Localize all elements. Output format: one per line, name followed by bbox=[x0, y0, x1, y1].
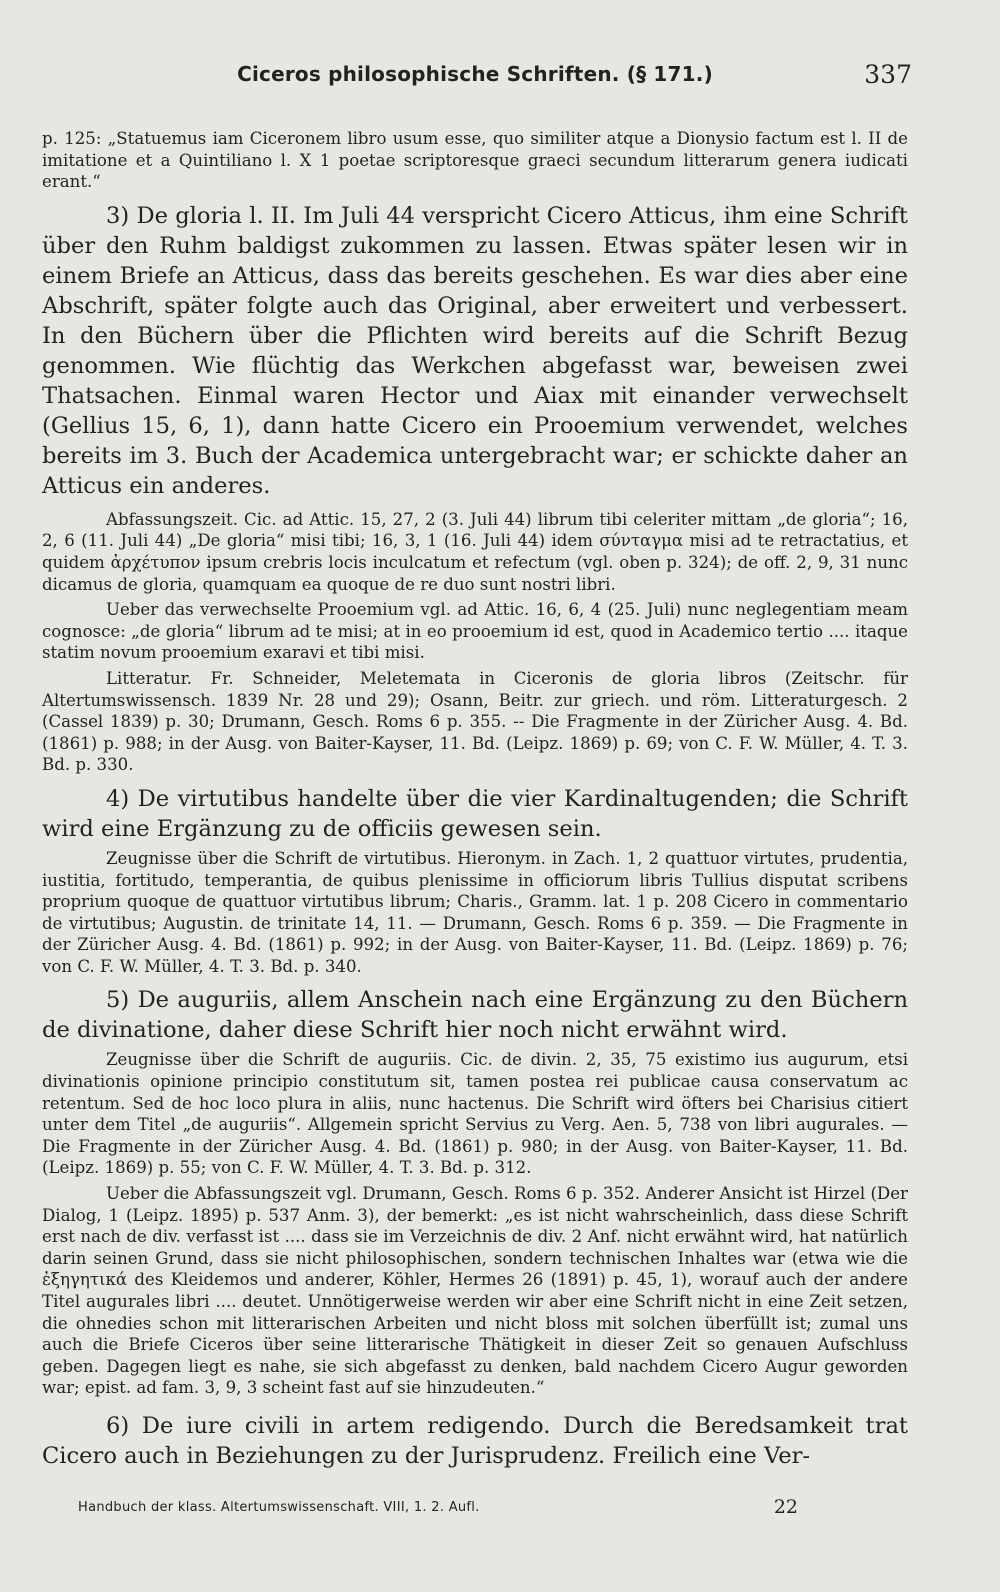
note-abfassungszeit-auguriis: Ueber die Abfassungszeit vgl. Drumann, Gesch. Roms 6 p. 352. Anderer Ansicht ist Hirzel (Der Dialog, 1 (Leipz. 1895) p. 537 Anm. 3), der bemerkt: „es ist nicht wahrscheinlich, dass diese Schrift erst nach de div. verfasst ist .... dass sie im Verzeichnis de div. 2 Anf. nicht erwähnt wird, hat natürlich darin seinen Grund, dass sie nicht philosophischen, sondern technischen Inhaltes war (etwa wie die ἐξηγητικά des Kleidemos und anderer, Köhler, Hermes 26 (1891) p. 45, 1), worauf auch der andere Titel augurales libri .... deutet. Unnötigerweise werden wir aber eine Schrift nicht in eine Zeit setzen, die ohnedies schon mit litterarischen Arbeiten und nicht bloss mit solchen überfüllt ist; zumal uns auch die Briefe Ciceros über seine litterarische Thätigkeit in dieser Zeit so genauen Aufschluss geben. Dagegen liegt es nahe, sie sich abgefasst zu denken, bald nachdem Cicero Augur geworden war; epist. ad fam. 3, 9, 3 scheint fast auf sie hinzudeuten.“ bbox=[42, 1184, 908, 1398]
note-abfassungszeit: Abfassungszeit. Cic. ad Attic. 15, 27, 2 (3. Juli 44) librum tibi celeriter mittam „de gloria“; 16, 2, 6 (11. Juli 44) „De gloria“ misi tibi; 16, 3, 1 (16. Juli 44) idem σύνταγμα misi ad te retractatius, et quidem ἀρχέτυπον ipsum crebris locis inculcatum et refectum (vgl. oben p. 324); de off. 2, 9, 31 nunc dicamus de gloria, quamquam ea quoque de re duo sunt nostri libri. bbox=[42, 509, 908, 594]
section-de-iure-civili: 6) De iure civili in artem redigendo. Durch die Beredsamkeit trat Cicero auch in Beziehungen zu der Jurisprudenz. Freilich eine Ver- bbox=[42, 1412, 908, 1469]
note-zeugnisse-auguriis: Zeugnisse über die Schrift de auguriis. Cic. de divin. 2, 35, 75 existimo ius augurum, etsi divinationis opinione principio constitutum sit, tamen postea rei publicae causa conservatum ac retentum. Sed de hoc loco plura in aliis, nunc hactenus. Die Schrift wird öfters bei Charisius citiert unter dem Titel „de auguriis“. Allgemein spricht Servius zu Verg. Aen. 5, 738 von libri augurales. — Die Fragmente in der Züricher Ausg. 4. Bd. (1861) p. 980; in der Ausg. von Baiter-Kayser, 11. Bd. (Leipz. 1869) p. 55; von C. F. W. Müller, 4. T. 3. Bd. p. 312. bbox=[42, 1050, 908, 1178]
quote-continuation: p. 125: „Statuemus iam Ciceronem libro usum esse, quo similiter atque a Dionysio factum est l. II de imitatione et a Quintiliano l. X 1 poetae scriptoresque graeci secundum litterarum genera iudicati erant.“ bbox=[42, 129, 908, 192]
note-prooemium: Ueber das verwechselte Prooemium vgl. ad Attic. 16, 6, 4 (25. Juli) nunc neglegentiam meam cognosce: „de gloria“ librum ad te misi; at in eo prooemium id est, quod in Academico tertio .... itaque statim novum prooemium exaravi et tibi misi. bbox=[42, 600, 908, 663]
note-zeugnisse-virtutibus: Zeugnisse über die Schrift de virtutibus. Hieronym. in Zach. 1, 2 quattuor virtutes, prudentia, iustitia, fortitudo, temperantia, de quibus plenissime in officiorum libris Tullius disputat scribens proprium quoque de quattuor virtutibus librum; Charis., Gramm. lat. 1 p. 208 Cicero in commentario de virtutibus; Augustin. de trinitate 14, 11. — Drumann, Gesch. Roms 6 p. 359. — Die Fragmente in der Züricher Ausg. 4. Bd. (1861) p. 992; in der Ausg. von Baiter-Kayser, 11. Bd. (Leipz. 1869) p. 76; von C. F. W. Müller, 4. T. 3. Bd. p. 340. bbox=[42, 848, 908, 976]
footer-series-title: Handbuch der klass. Altertumswissenschaft. VIII, 1. 2. Aufl. bbox=[78, 1500, 480, 1515]
page-body bbox=[42, 128, 908, 1471]
section-de-virtutibus: 4) De virtutibus handelte über die vier Kardinaltugenden; die Schrift wird eine Ergänzung zu de officiis gewesen sein. bbox=[42, 785, 908, 842]
running-header bbox=[42, 60, 912, 98]
note-litteratur: Litteratur. Fr. Schneider, Meletemata in Ciceronis de gloria libros (Zeitschr. für Altertumswissensch. 1839 Nr. 28 und 29); Osann, Beitr. zur griech. und röm. Litteraturgesch. 2 (Cassel 1839) p. 30; Drumann, Gesch. Roms 6 p. 355. -- Die Fragmente in der Züricher Ausg. 4. Bd. (1861) p. 988; in der Ausg. von Baiter-Kayser, 11. Bd. (Leipz. 1869) p. 69; von C. F. W. Müller, 4. T. 3. Bd. p. 330. bbox=[42, 668, 908, 775]
section-de-gloria: 3) De gloria l. II. Im Juli 44 verspricht Cicero Atticus, ihm eine Schrift über den Ruhm baldigst zukommen zu lassen. Etwas später lesen wir in einem Briefe an Atticus, dass das bereits geschehen. Es war dies aber eine Abschrift, später folgte auch das Original, aber erweitert und verbessert. In den Büchern über die Pflichten wird bereits auf die Schrift Bezug genommen. Wie flüchtig das Werkchen abgefasst war, beweisen zwei Thatsachen. Einmal waren Hector und Aiax mit einander verwechselt (Gellius 15, 6, 1), dann hatte Cicero ein Prooemium verwendet, welches bereits im 3. Buch der Academica untergebracht war; er schickte daher an Atticus ein anderes. bbox=[42, 202, 908, 499]
page-number: 337 bbox=[864, 60, 912, 89]
page-footer bbox=[42, 1498, 908, 1522]
signature-mark: 22 bbox=[773, 1496, 798, 1518]
section-de-auguriis: 5) De auguriis, allem Anschein nach eine Ergänzung zu den Büchern de divinatione, daher diese Schrift hier noch nicht erwähnt wird. bbox=[42, 987, 908, 1044]
running-title: Ciceros philosophische Schriften. (§ 171.) bbox=[237, 62, 713, 86]
